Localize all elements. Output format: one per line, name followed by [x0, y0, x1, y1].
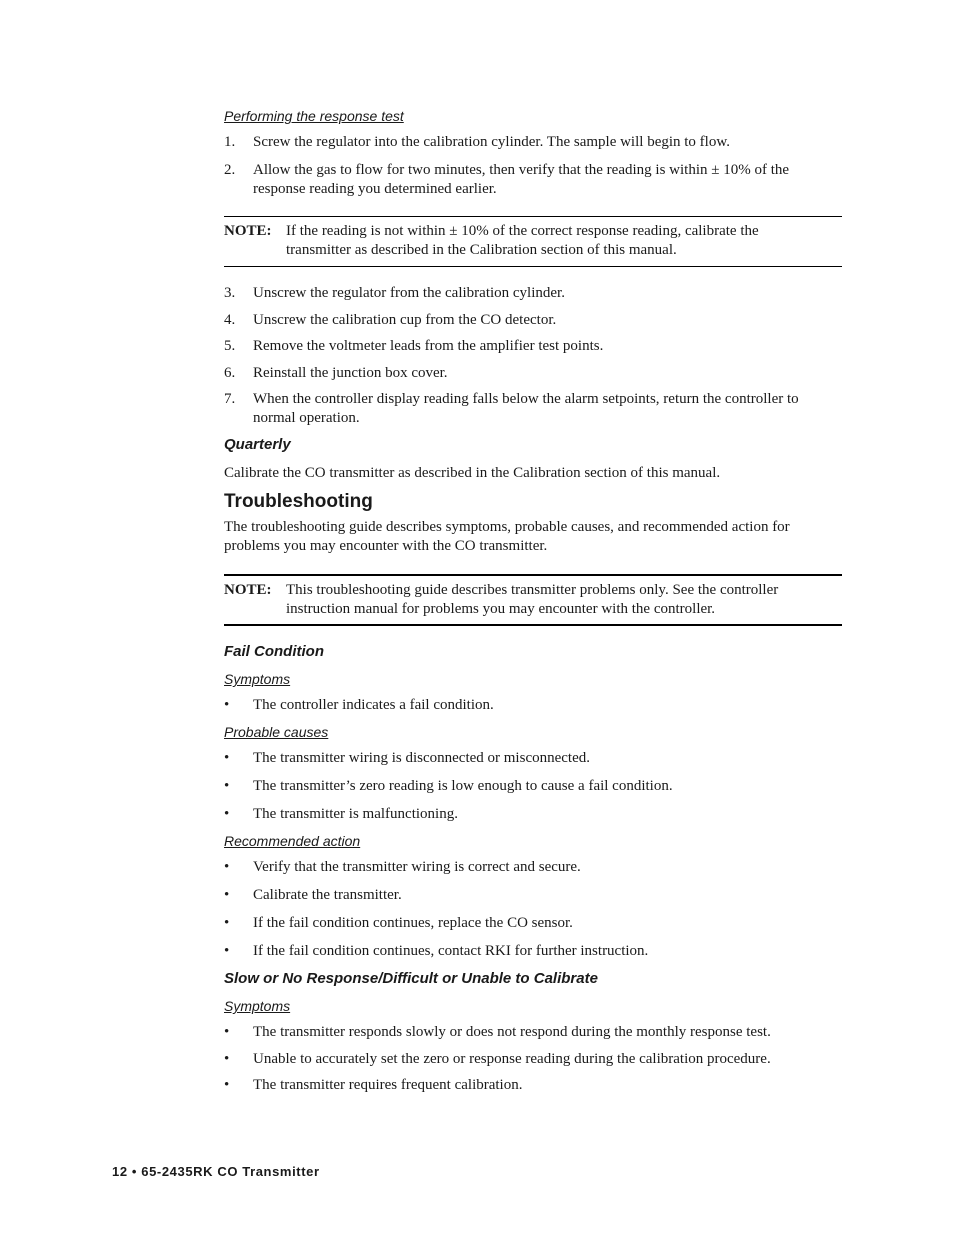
bullet: •	[224, 1024, 230, 1040]
fail-condition-heading: Fail Condition	[224, 643, 324, 660]
list-item	[224, 161, 814, 199]
note-text: If the reading is not within ± 10% of the correct response reading, calibrate the transmitter as described in the Calibration section of this manual.	[286, 223, 759, 258]
list-item	[224, 284, 844, 303]
bullet: •	[224, 1077, 230, 1093]
item-number: 3.	[224, 285, 236, 301]
item-text: Unscrew the regulator from the calibration cylinder.	[253, 285, 565, 301]
note-top-rule	[224, 574, 842, 576]
troubleshooting-heading: Troubleshooting	[224, 491, 373, 512]
bullet: •	[224, 887, 230, 903]
list-item	[224, 311, 844, 330]
item-number: 1.	[224, 134, 236, 150]
item-text: Remove the voltmeter leads from the amplifier test points.	[253, 338, 604, 354]
list-item	[224, 1076, 844, 1095]
list-item	[224, 390, 824, 428]
bullet: •	[224, 806, 230, 822]
bullet: •	[224, 778, 230, 794]
item-number: 6.	[224, 365, 236, 381]
response-test-heading: Performing the response test	[224, 108, 404, 124]
item-text: The transmitter is malfunctioning.	[253, 806, 458, 822]
list-item	[224, 777, 844, 796]
item-text: Unable to accurately set the zero or response reading during the calibration procedure.	[253, 1051, 771, 1067]
note-label: NOTE:	[224, 582, 272, 598]
list-item	[224, 364, 844, 383]
list-item	[224, 133, 844, 152]
item-text: Reinstall the junction box cover.	[253, 365, 448, 381]
list-item	[224, 696, 844, 715]
list-item	[224, 749, 844, 768]
item-text: Screw the regulator into the calibration cylinder. The sample will begin to flow.	[253, 134, 730, 150]
list-item	[224, 1023, 844, 1042]
item-number: 5.	[224, 338, 236, 354]
note-text: This troubleshooting guide describes transmitter problems only. See the controller instruction manual for problems you may encounter with the controller.	[286, 582, 779, 617]
list-item	[224, 942, 844, 961]
recommended-action-heading: Recommended action	[224, 833, 361, 849]
bullet: •	[224, 750, 230, 766]
symptoms-heading: Symptoms	[224, 998, 291, 1014]
note-box	[224, 222, 814, 260]
list-item	[224, 914, 844, 933]
list-item	[224, 858, 844, 877]
note-box	[224, 581, 814, 619]
item-number: 2.	[224, 162, 236, 178]
item-text: Unscrew the calibration cup from the CO detector.	[253, 312, 557, 328]
list-item	[224, 886, 844, 905]
troubleshooting-intro: The troubleshooting guide describes symptoms, probable causes, and recommended action for problems you may encounter with the CO transmitter.	[224, 519, 790, 554]
bullet: •	[224, 943, 230, 959]
slow-response-heading: Slow or No Response/Difficult or Unable to Calibrate	[224, 970, 598, 987]
item-text: The transmitter wiring is disconnected or misconnected.	[253, 750, 590, 766]
bullet: •	[224, 859, 230, 875]
symptoms-heading: Symptoms	[224, 671, 291, 687]
list-item	[224, 805, 844, 824]
probable-causes-heading: Probable causes	[224, 724, 329, 740]
item-text: Calibrate the transmitter.	[253, 887, 402, 903]
item-text: The transmitter responds slowly or does not respond during the monthly response test.	[253, 1024, 771, 1040]
item-text: When the controller display reading falls below the alarm setpoints, return the controller to normal operation.	[253, 391, 799, 426]
list-item	[224, 337, 844, 356]
note-bottom-rule	[224, 624, 842, 626]
note-bottom-rule	[224, 266, 842, 267]
item-number: 4.	[224, 312, 236, 328]
bullet: •	[224, 915, 230, 931]
item-number: 7.	[224, 391, 236, 407]
item-text: The controller indicates a fail condition.	[253, 697, 494, 713]
quarterly-heading: Quarterly	[224, 436, 291, 453]
item-text: Verify that the transmitter wiring is correct and secure.	[253, 859, 581, 875]
item-text: If the fail condition continues, contact RKI for further instruction.	[253, 943, 649, 959]
bullet: •	[224, 1051, 230, 1067]
bullet: •	[224, 697, 230, 713]
note-top-rule	[224, 216, 842, 217]
note-label: NOTE:	[224, 223, 272, 239]
item-text: If the fail condition continues, replace the CO sensor.	[253, 915, 573, 931]
page-footer: 12 • 65-2435RK CO Transmitter	[112, 1164, 320, 1179]
item-text: Allow the gas to flow for two minutes, then verify that the reading is within ± 10% of the response reading you determined earlier.	[253, 162, 790, 197]
list-item	[224, 1050, 844, 1069]
item-text: The transmitter’s zero reading is low enough to cause a fail condition.	[253, 778, 673, 794]
quarterly-text: Calibrate the CO transmitter as described in the Calibration section of this manual.	[224, 465, 721, 481]
item-text: The transmitter requires frequent calibration.	[253, 1077, 523, 1093]
